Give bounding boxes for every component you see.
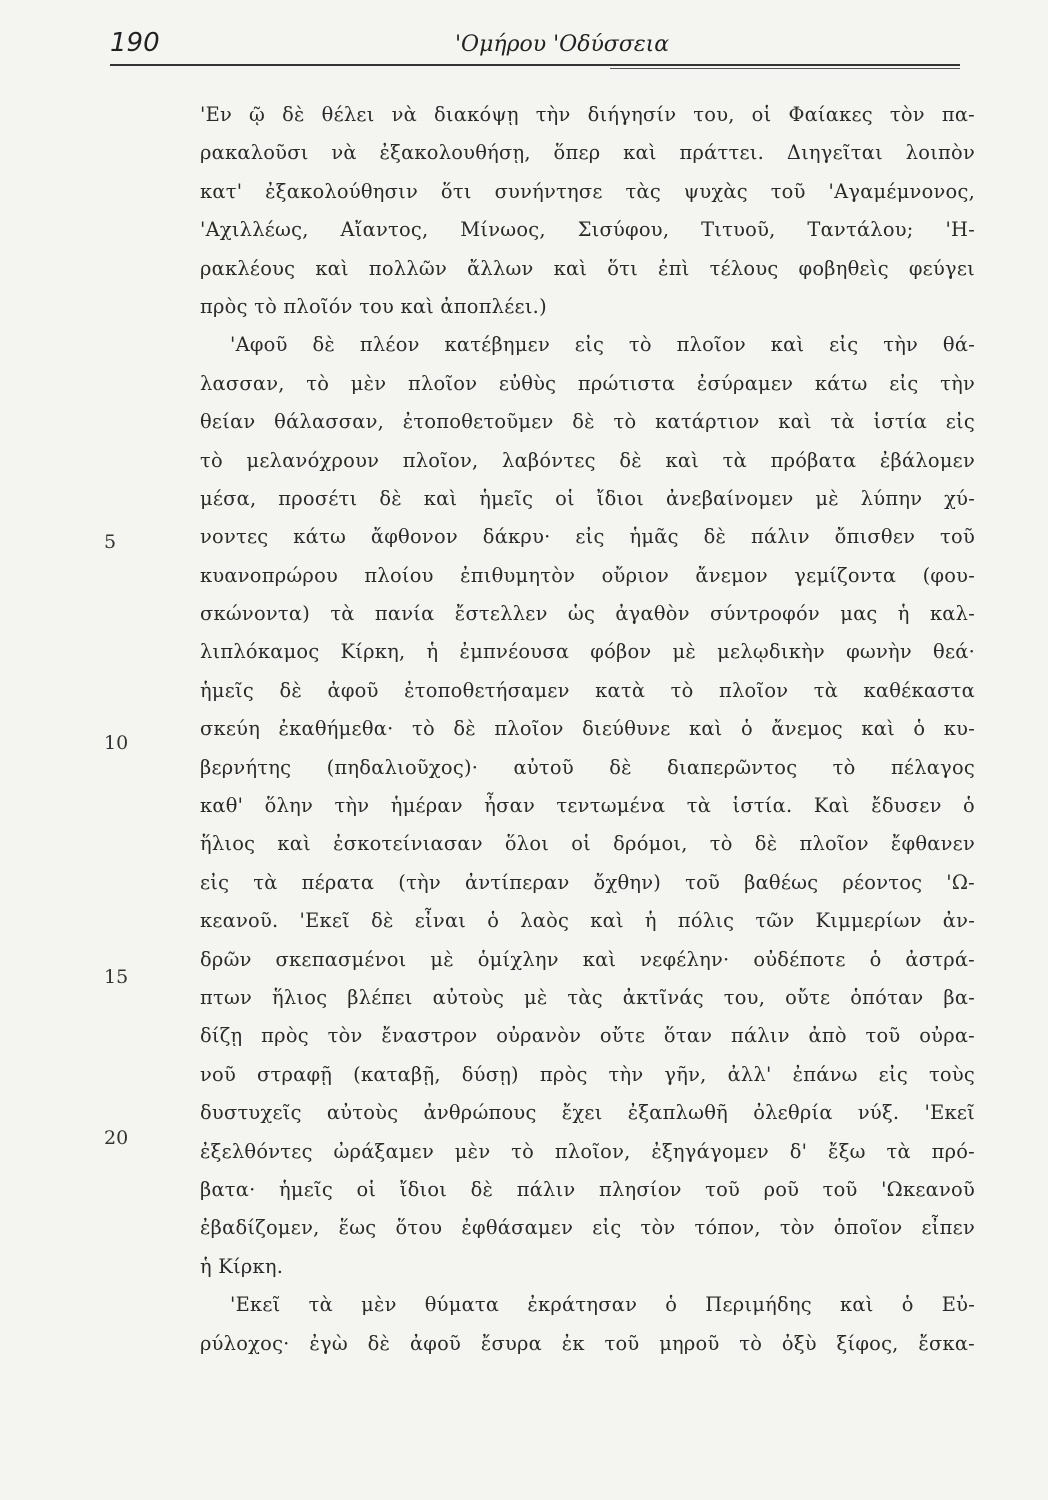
- text-line: λιπλόκαμος Κίρκη, ἡ ἐμπνέουσα φόβον μὲ μελῳδικὴν φωνὴν θεά·: [200, 640, 975, 664]
- header-rule: [110, 64, 960, 66]
- text-line: σκεύη ἐκαθήμεθα· τὸ δὲ πλοῖον διεύθυνε καὶ ὁ ἄνεμος καὶ ὁ κυ-: [200, 717, 975, 741]
- line-number: 20: [104, 1127, 129, 1149]
- text-line: ρακαλοῦσι νὰ ἐξακολουθήσῃ, ὅπερ καὶ πράττει. Διηγεῖται λοιπὸν: [200, 141, 975, 165]
- text-line: καθ' ὅλην τὴν ἡμέραν ἦσαν τεντωμένα τὰ ἱστία. Καὶ ἔδυσεν ὁ: [200, 794, 975, 818]
- text-line: ἡμεῖς δὲ ἀφοῦ ἐτοποθετήσαμεν κατὰ τὸ πλοῖον τὰ καθέκαστα: [200, 678, 975, 702]
- text-line: πτων ἥλιος βλέπει αὐτοὺς μὲ τὰς ἀκτῖνάς του, οὔτε ὁπόταν βα-: [200, 985, 975, 1009]
- line-number: 15: [104, 966, 129, 988]
- text-line: μέσα, προσέτι δὲ καὶ ἡμεῖς οἱ ἴδιοι ἀνεβαίνομεν μὲ λύπην χύ-: [200, 486, 975, 510]
- text-line: ρύλοχος· ἐγὼ δὲ ἀφοῦ ἔσυρα ἐκ τοῦ μηροῦ τὸ ὀξὺ ξίφος, ἔσκα-: [200, 1331, 975, 1355]
- text-line: 'Εν ῷ δὲ θέλει νὰ διακόψῃ τὴν διήγησίν του, οἱ Φαίακες τὸν πα-: [200, 103, 975, 126]
- text-line: ἐβαδίζομεν, ἕως ὅτου ἐφθάσαμεν εἰς τὸν τόπον, τὸν ὁποῖον εἶπεν: [200, 1216, 975, 1240]
- text-line: εἰς τὰ πέρατα (τὴν ἀντίπεραν ὄχθην) τοῦ βαθέως ρέοντος 'Ω-: [200, 870, 975, 894]
- text-line: κυανοπρώρου πλοίου ἐπιθυμητὸν οὔριον ἄνεμον γεμίζοντα (φου-: [200, 563, 975, 587]
- text-line: 'Αφοῦ δὲ πλέον κατέβημεν εἰς τὸ πλοῖον καὶ εἰς τὴν θά-: [230, 333, 975, 357]
- text-line: 'Αχιλλέως, Αἴαντος, Μίνωος, Σισύφου, Τιτυοῦ, Ταντάλου; 'Η-: [200, 218, 975, 242]
- text-line: δρῶν σκεπασμένοι μὲ ὁμίχλην καὶ νεφέλην· οὐδέποτε ὁ ἀστρά-: [200, 947, 975, 971]
- page-number: 190: [110, 28, 160, 58]
- line-number: 5: [104, 531, 117, 553]
- text-line: βατα· ἡμεῖς οἱ ἴδιοι δὲ πάλιν πλησίον τοῦ ροῦ τοῦ 'Ωκεανοῦ: [200, 1177, 975, 1201]
- page-header: [110, 28, 960, 68]
- text-line: πρὸς τὸ πλοῖόν του καὶ ἀποπλέει.): [200, 294, 547, 318]
- text-line: λασσαν, τὸ μὲν πλοῖον εὐθὺς πρώτιστα ἐσύραμεν κάτω εἰς τὴν: [200, 371, 975, 395]
- text-line: δίζῃ πρὸς τὸν ἔναστρον οὐρανὸν οὔτε ὅταν πάλιν ἀπὸ τοῦ οὐρα-: [200, 1024, 975, 1048]
- text-line: κεανοῦ. 'Εκεῖ δὲ εἶναι ὁ λαὸς καὶ ἡ πόλις τῶν Κιμμερίων ἀν-: [200, 909, 975, 933]
- text-line: ρακλέους καὶ πολλῶν ἄλλων καὶ ὅτι ἐπὶ τέλους φοβηθεὶς φεύγει: [200, 256, 975, 280]
- text-line: ἡ Κίρκη.: [200, 1254, 284, 1278]
- text-line: νοντες κάτω ἄφθονον δάκρυ· εἰς ἡμᾶς δὲ πάλιν ὄπισθεν τοῦ: [200, 525, 975, 549]
- text-line: 'Εκεῖ τὰ μὲν θύματα ἐκράτησαν ὁ Περιμήδης καὶ ὁ Εὐ-: [230, 1293, 975, 1317]
- text-line: ἥλιος καὶ ἐσκοτείνιασαν ὅλοι οἱ δρόμοι, τὸ δὲ πλοῖον ἔφθανεν: [200, 832, 975, 856]
- text-line: κατ' ἐξακολούθησιν ὅτι συνήντησε τὰς ψυχὰς τοῦ 'Αγαμέμνονος,: [200, 179, 975, 203]
- text-line: τὸ μελανόχρουν πλοῖον, λαβόντες δὲ καὶ τὰ πρόβατα ἐβάλομεν: [200, 448, 975, 472]
- text-line: σκώνοντα) τὰ πανία ἔστελλεν ὡς ἀγαθὸν σύντροφόν μας ἡ καλ-: [200, 602, 975, 626]
- header-rule-thin: [610, 68, 960, 69]
- text-line: βερνήτης (πηδαλιοῦχος)· αὐτοῦ δὲ διαπερῶντος τὸ πέλαγος: [200, 755, 975, 779]
- text-line: δυστυχεῖς αὐτοὺς ἀνθρώπους ἔχει ἐξαπλωθῆ ὀλεθρία νύξ. 'Εκεῖ: [200, 1101, 975, 1125]
- running-title: 'Ομήρου 'Οδύσσεια: [455, 32, 670, 57]
- text-line: ἐξελθόντες ὠράξαμεν μὲν τὸ πλοῖον, ἐξηγάγομεν δ' ἔξω τὰ πρό-: [200, 1139, 975, 1163]
- body-text: [200, 96, 975, 1363]
- line-number: 10: [104, 732, 129, 754]
- text-line: νοῦ στραφῇ (καταβῇ, δύσῃ) πρὸς τὴν γῆν, ἀλλ' ἐπάνω εἰς τοὺς: [200, 1062, 975, 1086]
- text-line: θείαν θάλασσαν, ἐτοποθετοῦμεν δὲ τὸ κατάρτιον καὶ τὰ ἱστία εἰς: [200, 410, 975, 434]
